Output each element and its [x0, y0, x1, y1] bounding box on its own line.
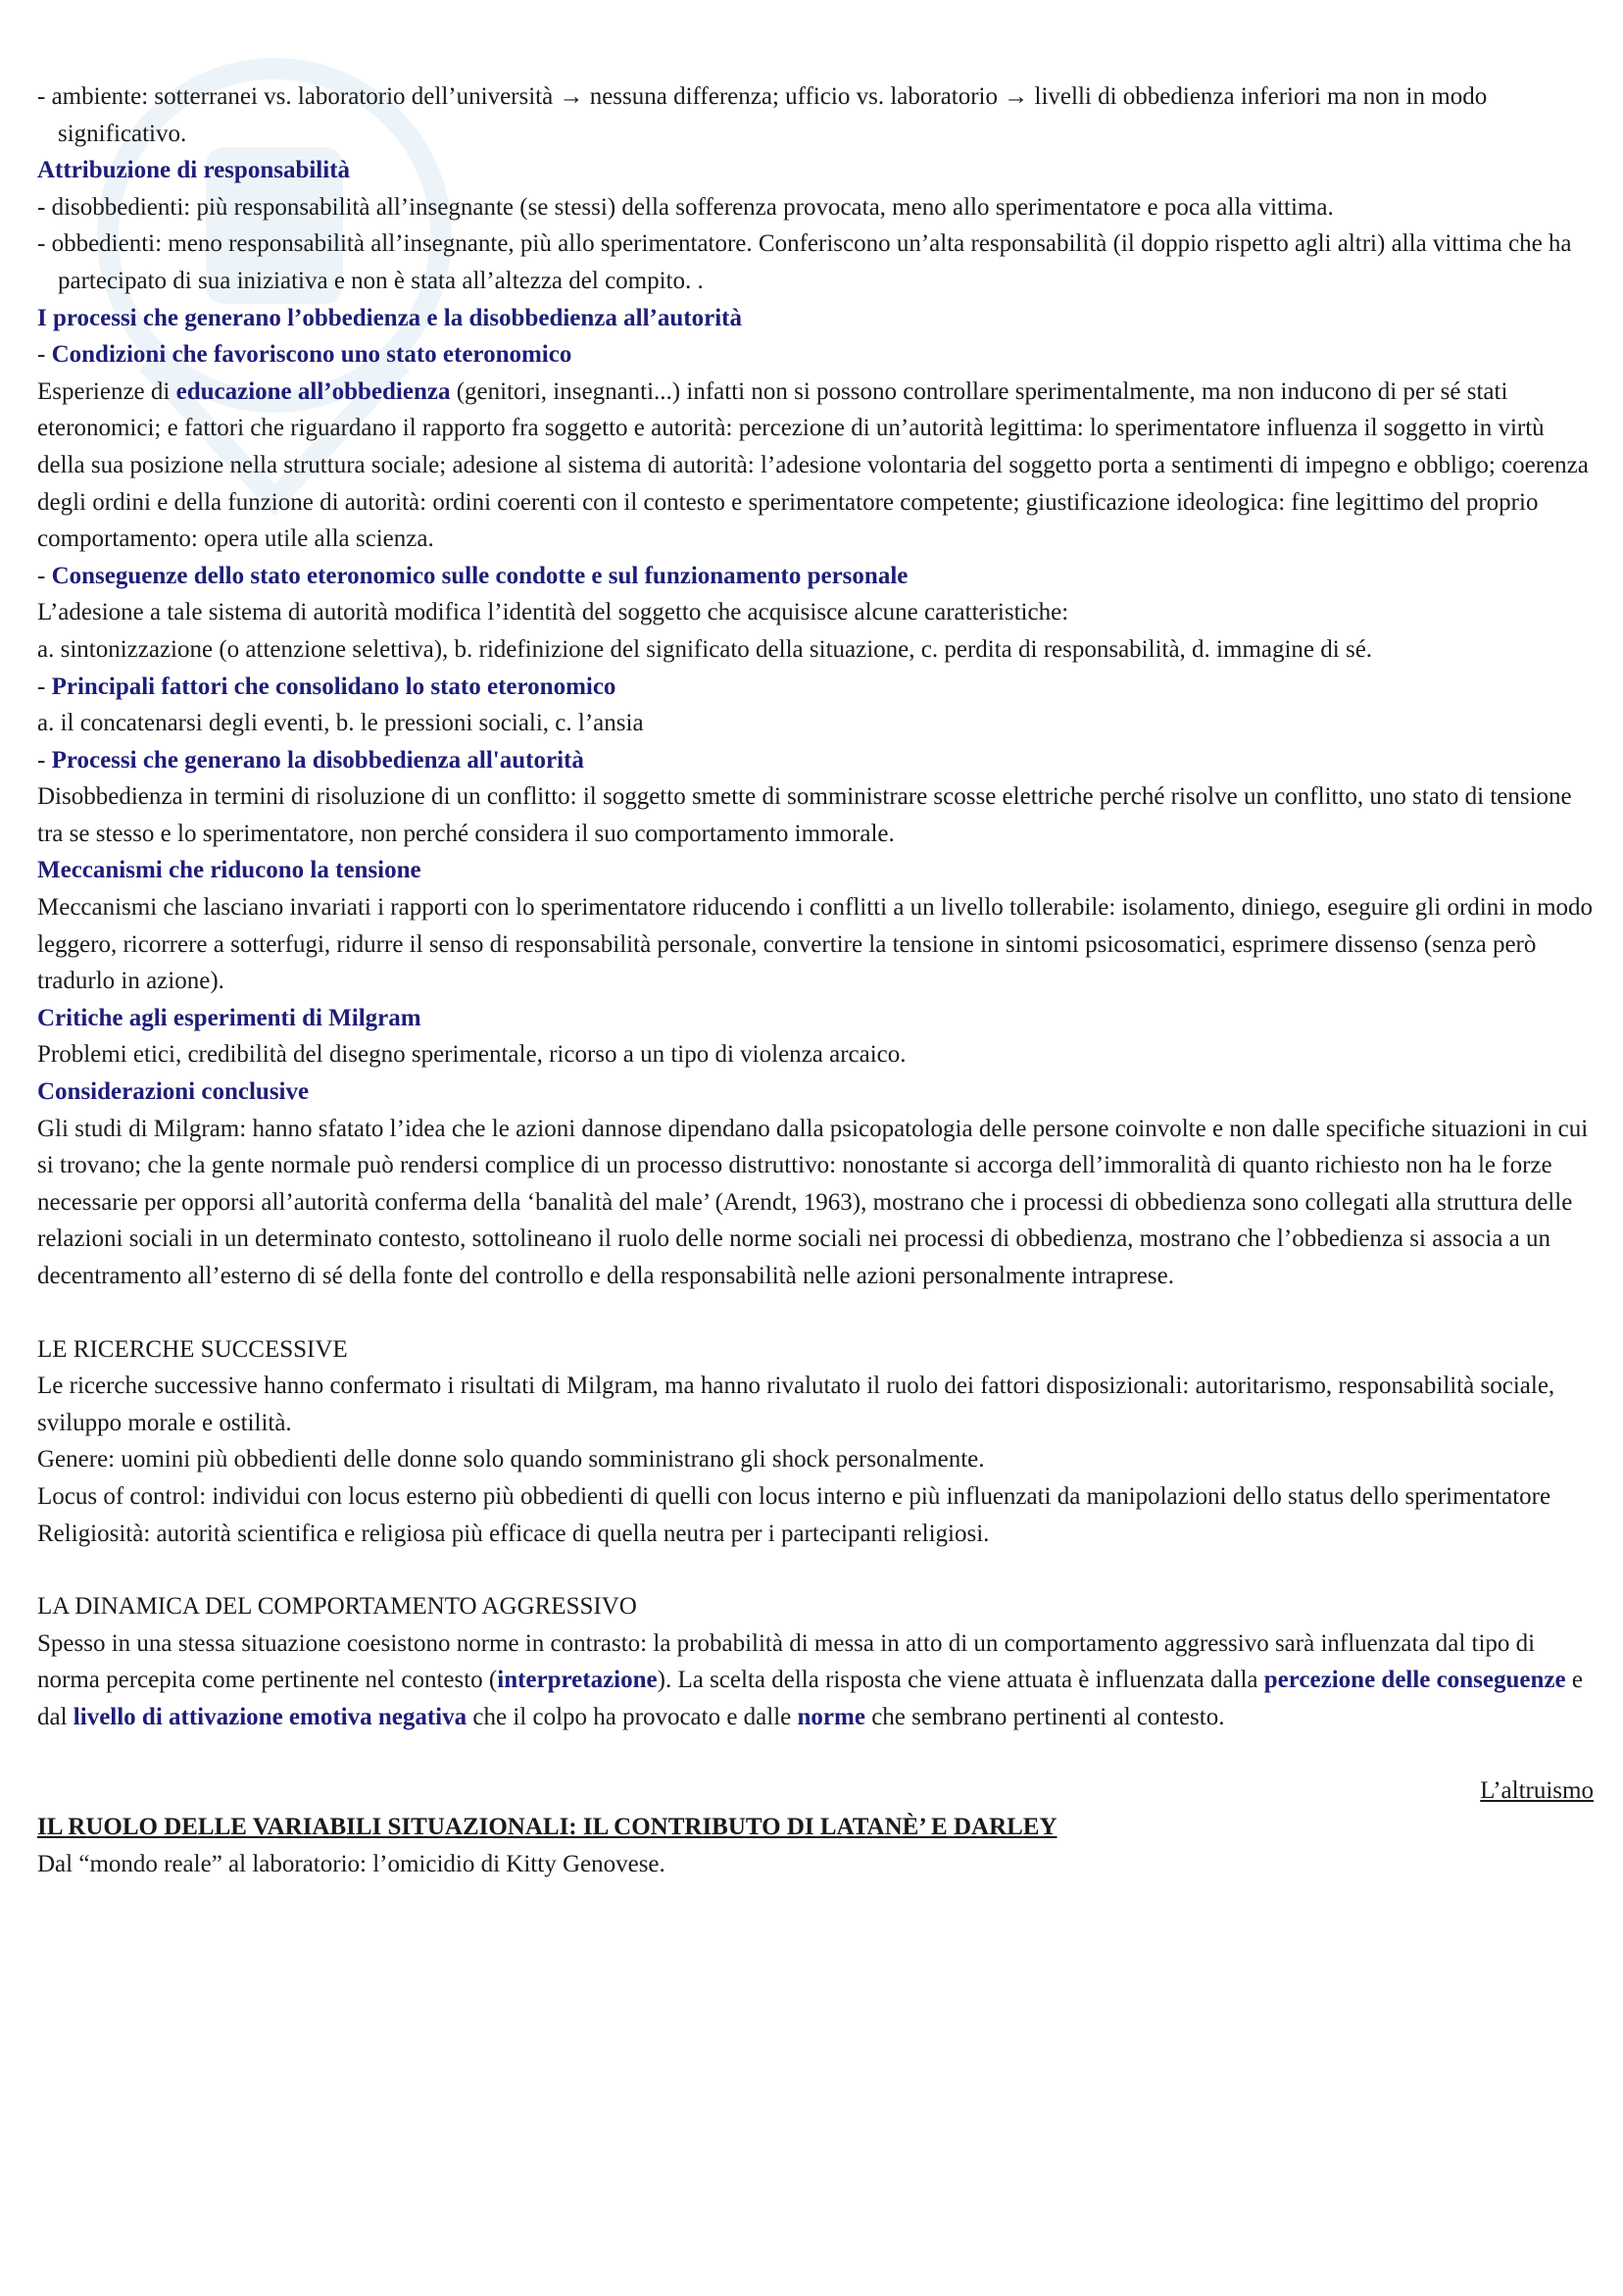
list-dash: -	[37, 673, 52, 700]
heading-i-processi-che-generano-l-obbedienza-e-l: I processi che generano l’obbedienza e la disobbedienza all’autorità	[37, 304, 742, 331]
paragraph: Le ricerche successive hanno confermato i risultati di Milgram, ma hanno rivalutato il ruolo dei fattori disposizionali: autoritarismo, responsabilità sociale, sviluppo morale e ostilità.	[37, 1373, 1555, 1436]
subheading-text: Principali fattori che consolidano lo stato eteronomico	[51, 673, 616, 700]
subheading-conseguenze-dello-stato-eteronomico-sull	[37, 558, 1594, 595]
text-run: Spesso in una stessa situazione coesistono norme in contrasto: la probabilità di messa in atto di un comportamento aggressivo sarà influenzata dal tipo di norma percepita come pertinente nel contesto (	[37, 1629, 1536, 1694]
paragraph: Genere: uomini più obbedienti delle donne solo quando somministrano gli shock personalmente.	[37, 1446, 985, 1473]
paragraph	[37, 1625, 1594, 1736]
text-run: ). La scelta della risposta che viene attuata è influenzata dalla	[657, 1667, 1264, 1694]
list-item: - ambiente: sotterranei vs. laboratorio dell’università → nessuna differenza; ufficio vs. laboratorio → livelli di obbedienza inferiori ma non in modo significativo.	[37, 83, 1488, 147]
subheading-text: Conseguenze dello stato eteronomico sulle condotte e sul funzionamento personale	[51, 562, 909, 589]
key-term: interpretazione	[497, 1667, 658, 1694]
text-run: e dal	[37, 1667, 1583, 1730]
key-term: percezione delle conseguenze	[1263, 1667, 1566, 1694]
subheading-principali-fattori-che-consolidano-lo-st	[37, 669, 1594, 706]
paragraph-spacer	[37, 1736, 1594, 1772]
key-term: educazione all’obbedienza	[175, 377, 451, 405]
subheading-text: Processi che generano la disobbedienza all'autorità	[51, 746, 584, 774]
paragraph: Gli studi di Milgram: hanno sfatato l’idea che le azioni dannose dipendano dalla psicopatologia delle persone coinvolte e non dalle specifiche situazioni in cui si trovano; che la gente normale può rendersi complice di un processo distruttivo: nonostante si accorga dell’immoralità di quanto richiesto non ha le forze necessarie per opporsi all’autorità conferma della ‘banalità del male’ (Arendt, 1963), mostrano che i processi di obbedienza sono collegati alla struttura delle relazioni sociali in un determinato contesto, sottolineano il ruolo delle norme sociali nei processi di obbedienza, mostrano che l’obbedienza si associa a un decentramento all’esterno di sé della fonte del controllo e della responsabilità nelle azioni personalmente intraprese.	[37, 1115, 1589, 1289]
paragraph: Meccanismi che lasciano invariati i rapporti con lo sperimentatore riducendo i conflitti a un livello tollerabile: isolamento, diniego, eseguire gli ordini in modo leggero, ricorrere a sotterfugi, ridurre il senso di responsabilità personale, convertire la tensione in sintomi psicosomatici, esprimere dissenso (senza però tradurlo in azione).	[37, 894, 1594, 995]
section-title: IL RUOLO DELLE VARIABILI SITUAZIONALI: IL CONTRIBUTO DI LATANÈ’ E DARLEY	[37, 1814, 1057, 1841]
paragraph: Religiosità: autorità scientifica e religiosa più efficace di quella neutra per i partecipanti religiosi.	[37, 1520, 990, 1547]
text-run: che sembrano pertinenti al contesto.	[864, 1703, 1225, 1730]
list-dash: -	[37, 562, 52, 589]
paragraph: LA DINAMICA DEL COMPORTAMENTO AGGRESSIVO	[37, 1593, 637, 1621]
list-dash: -	[37, 341, 52, 369]
paragraph: a. il concatenarsi degli eventi, b. le pressioni sociali, c. l’ansia	[37, 710, 644, 737]
paragraph: Problemi etici, credibilità del disegno sperimentale, ricorso a un tipo di violenza arcaico.	[37, 1041, 907, 1069]
subheading-condizioni-che-favoriscono-uno-stato-ete	[37, 336, 1594, 374]
paragraph: L’adesione a tale sistema di autorità modifica l’identità del soggetto che acquisisce alcune caratteristiche:	[37, 599, 1069, 626]
text-run: (genitori, insegnanti...) infatti non si possono controllare sperimentalmente, ma non inducono di per sé stati eteronomici; e fattori che riguardano il rapporto fra soggetto e autorità: percezione di un’autorità legittima: lo sperimentatore influenza il soggetto in virtù della sua posizione nella struttura sociale; adesione al sistema di autorità: l’adesione volontaria del soggetto porta a sentimenti di impegno e obbligo; coerenza degli ordini e della funzione di autorità: ordini coerenti con il contesto e sperimentatore competente; giustificazione ideologica: fine legittimo del proprio comportamento: opera utile alla scienza.	[37, 377, 1589, 553]
paragraph: Disobbedienza in termini di risoluzione di un conflitto: il soggetto smette di somministrare scosse elettriche perché risolve un conflitto, uno stato di tensione tra se stesso e lo sperimentatore, non perché considera il suo comportamento immorale.	[37, 783, 1572, 847]
heading-attribuzione-di-responsabilita: Attribuzione di responsabilità	[37, 157, 351, 184]
list-dash: -	[37, 746, 52, 774]
text-run: Esperienze di	[37, 377, 176, 405]
paragraph-spacer	[37, 1552, 1594, 1588]
paragraph: Dal “mondo reale” al laboratorio: l’omicidio di Kitty Genovese.	[37, 1850, 665, 1877]
paragraph: LE RICERCHE SUCCESSIVE	[37, 1335, 348, 1363]
paragraph: Locus of control: individui con locus esterno più obbedienti di quelli con locus interno e più influenzati da manipolazioni dello status dello sperimentatore	[37, 1482, 1551, 1510]
list-item: - obbedienti: meno responsabilità all’insegnante, più allo sperimentatore. Conferiscono un’alta responsabilità (il doppio rispetto agli altri) alla vittima che ha partecipato di sua iniziativa e non è stata all’altezza del compito. .	[37, 230, 1572, 294]
heading-considerazioni-conclusive: Considerazioni conclusive	[37, 1078, 310, 1106]
subheading-text: Condizioni che favoriscono uno stato eteronomico	[51, 341, 572, 369]
list-item: - disobbedienti: più responsabilità all’insegnante (se stessi) della sofferenza provocata, meno allo sperimentatore e poca alla vittima.	[37, 193, 1334, 221]
section-label: L’altruismo	[1480, 1776, 1594, 1804]
heading-critiche-agli-esperimenti-di-milgram: Critiche agli esperimenti di Milgram	[37, 1004, 421, 1031]
paragraph: a. sintonizzazione (o attenzione selettiva), b. ridefinizione del significato della situazione, c. perdita di responsabilità, d. immagine di sé.	[37, 635, 1373, 663]
document-page	[37, 78, 1594, 1882]
paragraph	[37, 374, 1594, 558]
heading-meccanismi-che-riducono-la-tensione: Meccanismi che riducono la tensione	[37, 857, 421, 884]
paragraph-spacer	[37, 1295, 1594, 1331]
subheading-processi-che-generano-la-disobbedienza-a	[37, 742, 1594, 779]
text-run: che il colpo ha provocato e dalle	[467, 1703, 798, 1730]
key-term: norme	[797, 1703, 865, 1730]
key-term: livello di attivazione emotiva negativa	[73, 1703, 467, 1730]
